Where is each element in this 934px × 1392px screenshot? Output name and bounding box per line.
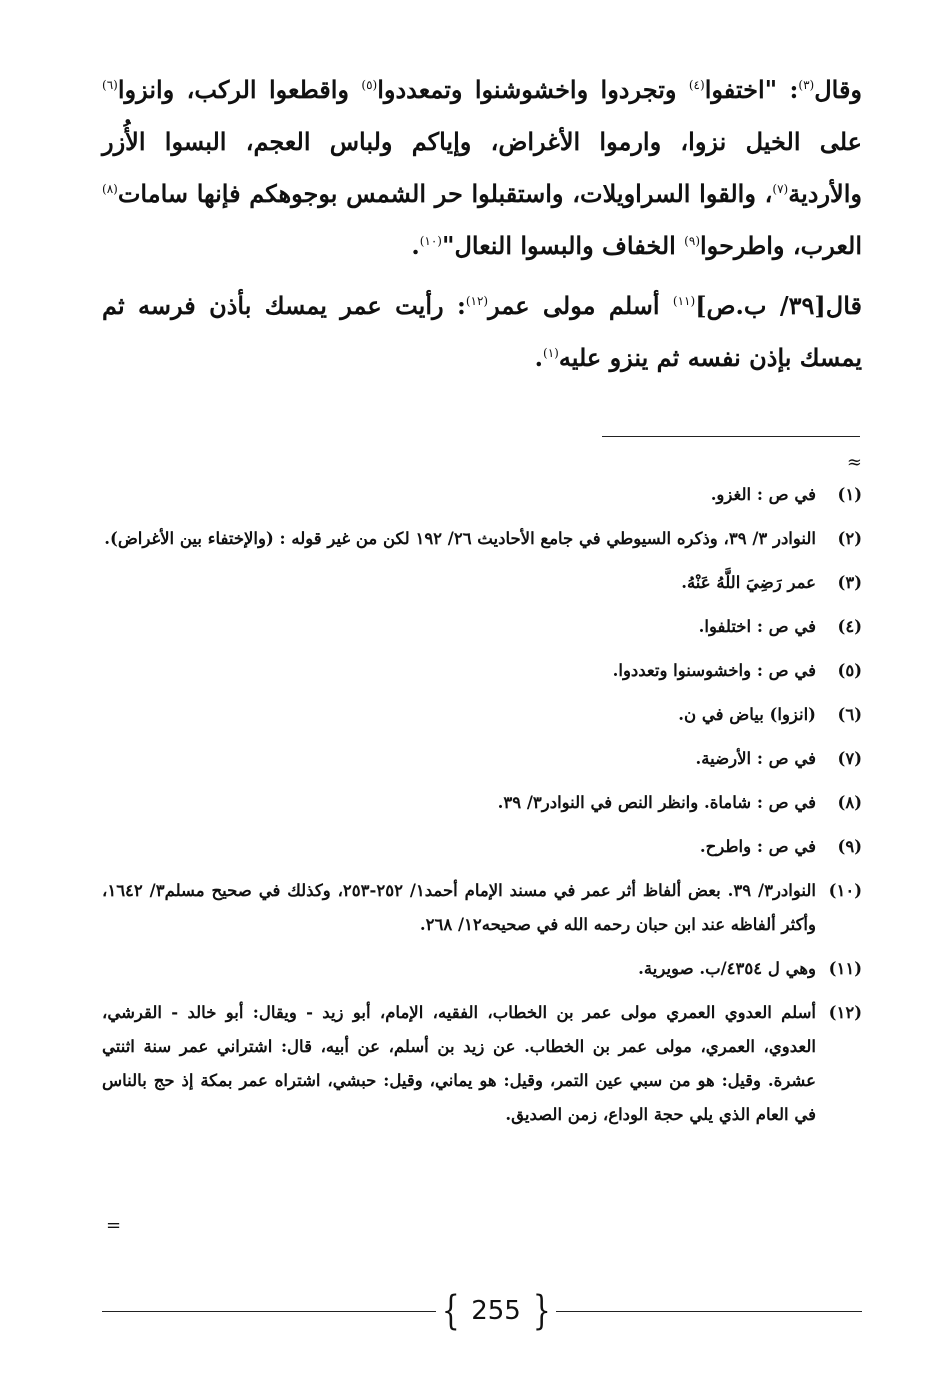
footnote-continuation-tail-mark: = <box>106 1215 122 1236</box>
main-paragraph <box>102 280 862 384</box>
page-number <box>438 1288 554 1334</box>
footnote-ref[interactable]: (١٠) <box>419 234 442 248</box>
text-segment: : رأيت عمر يمسك بأذن فرسه ثم يمسك بإذن نفسه ثم ينزو عليه <box>102 291 862 372</box>
footnote-text: في ص : الغزو. <box>710 485 816 504</box>
footnote-continuation-mark: ≈ <box>846 452 862 473</box>
footnote-text: في ص : اختلفوا. <box>698 617 816 636</box>
footnote-number: (٥) <box>837 661 862 680</box>
close-bracket-glyph: } <box>532 1288 551 1334</box>
footnote-number: (٢) <box>837 529 862 548</box>
footnote-number: (١٢) <box>828 1003 862 1022</box>
page-number-text: 255 <box>471 1296 521 1326</box>
footnote-text: (انزوا) بياض في ن. <box>678 705 816 724</box>
footnote-text: وهي ل ٤٣٥٤/ب. صويرية. <box>638 959 816 978</box>
footnote-ref[interactable]: (٨) <box>102 182 118 196</box>
footnote-item <box>102 874 862 942</box>
footnote-ref[interactable]: (٩) <box>684 234 700 248</box>
footnote-item <box>102 996 862 1132</box>
text-segment: على الخيل نزوا، وارموا الأغراض، وإياكم ولباس العجم، البسوا الأُزر والأردية <box>102 127 862 208</box>
footnote-item <box>102 478 862 512</box>
footnote-ref[interactable]: (١٢) <box>465 294 489 308</box>
footnote-number: (١) <box>837 485 862 504</box>
main-text <box>102 64 862 392</box>
footnote-text: أسلم العدوي العمري مولى عمر بن الخطاب، الفقيه، الإمام، أبو زيد - ويقال: أبو خالد - القرشي، العدوي، العمري، مولى عمر بن الخطاب. عن زيد بن أسلم، عن أبيه، قال: اشتراني عمر سنة اثنتي عشرة. وقيل: هو من سبي عين التمر، وقيل: هو يماني، وقيل: حبشي، اشتراه عمر بمكة إذ حج بالناس في العام الذي يلي حجة الوداع، زمن الصديق. <box>102 1003 816 1124</box>
footnote-item <box>102 786 862 820</box>
text-segment: . <box>411 231 420 260</box>
footnote-item <box>102 610 862 644</box>
footnote-separator <box>602 436 860 437</box>
main-paragraph <box>102 64 862 272</box>
footnote-number: (٧) <box>837 749 862 768</box>
text-segment: وتجردوا واخشوشنوا وتمعددوا <box>377 75 689 104</box>
footnote-item <box>102 742 862 776</box>
footnote-ref[interactable]: (٤) <box>688 78 705 92</box>
text-segment: ، والقوا السراويلات، واستقبلوا حر الشمس بوجوهكم فإنها سامات <box>117 179 773 208</box>
text-segment: واقطعوا الركب، وانزوا <box>117 75 362 104</box>
footnote-number: (١١) <box>828 959 862 978</box>
footnote-ref[interactable]: (٥) <box>361 78 378 92</box>
footnote-text: في ص : شاماة. وانظر النص في النوادر٣/ ٣٩. <box>497 793 816 812</box>
footnote-number: (٩) <box>837 837 862 856</box>
footnote-text: عمر رَضِيَ اللَّهُ عَنْهُ. <box>681 573 816 592</box>
footnote-number: (٦) <box>837 705 862 724</box>
footnote-ref[interactable]: (٦) <box>102 78 118 92</box>
footnote-text: النوادر ٣/ ٣٩، وذكره السيوطي في جامع الأحاديث ٢٦/ ١٩٢ لكن من غير قوله : (والإختفاء بين الأغراض). <box>104 529 816 548</box>
open-bracket-glyph: { <box>441 1288 460 1334</box>
footnote-item <box>102 654 862 688</box>
text-segment: أسلم مولى عمر <box>488 291 673 320</box>
footnote-text: في ص : الأرضية. <box>695 749 816 768</box>
footnote-item <box>102 952 862 986</box>
footnote-ref[interactable]: (١١) <box>672 294 696 308</box>
footnote-item <box>102 830 862 864</box>
footnote-ref[interactable]: (١) <box>543 346 559 360</box>
text-segment: الخفاف والبسوا النعال" <box>441 231 685 260</box>
text-segment: . <box>534 343 544 372</box>
text-segment: : "اختفوا <box>704 75 799 104</box>
footnote-item <box>102 522 862 556</box>
footnote-number: (١٠) <box>828 881 862 900</box>
footnote-item <box>102 698 862 732</box>
footnote-text: في ص : واخشوسنوا وتعددوا. <box>612 661 816 680</box>
footnotes <box>102 478 862 1142</box>
footnote-ref[interactable]: (٣) <box>798 78 815 92</box>
text-segment: قال[٣٩/ ب.ص] <box>695 291 862 320</box>
footnote-number: (٤) <box>837 617 862 636</box>
footnote-item <box>102 566 862 600</box>
footnote-text: في ص : واطرح. <box>699 837 816 856</box>
footer-rule-left <box>102 1311 436 1312</box>
text-segment: العرب، واطرحوا <box>700 231 862 260</box>
footnote-number: (٣) <box>837 573 862 592</box>
footnote-number: (٨) <box>837 793 862 812</box>
footer-rule-right <box>556 1311 862 1312</box>
text-segment: وقال <box>814 75 863 104</box>
footnote-text: النوادر٣/ ٣٩. بعض ألفاظ أثر عمر في مسند الإمام أحمد١/ ٢٥٢-٢٥٣، وكذلك في صحيح مسلم٣/ ١٦٤٢، وأكثر ألفاظه عند ابن حبان رحمه الله في صحيحه١٢/ ٢٦٨. <box>102 881 816 934</box>
footnote-ref[interactable]: (٧) <box>772 182 789 196</box>
